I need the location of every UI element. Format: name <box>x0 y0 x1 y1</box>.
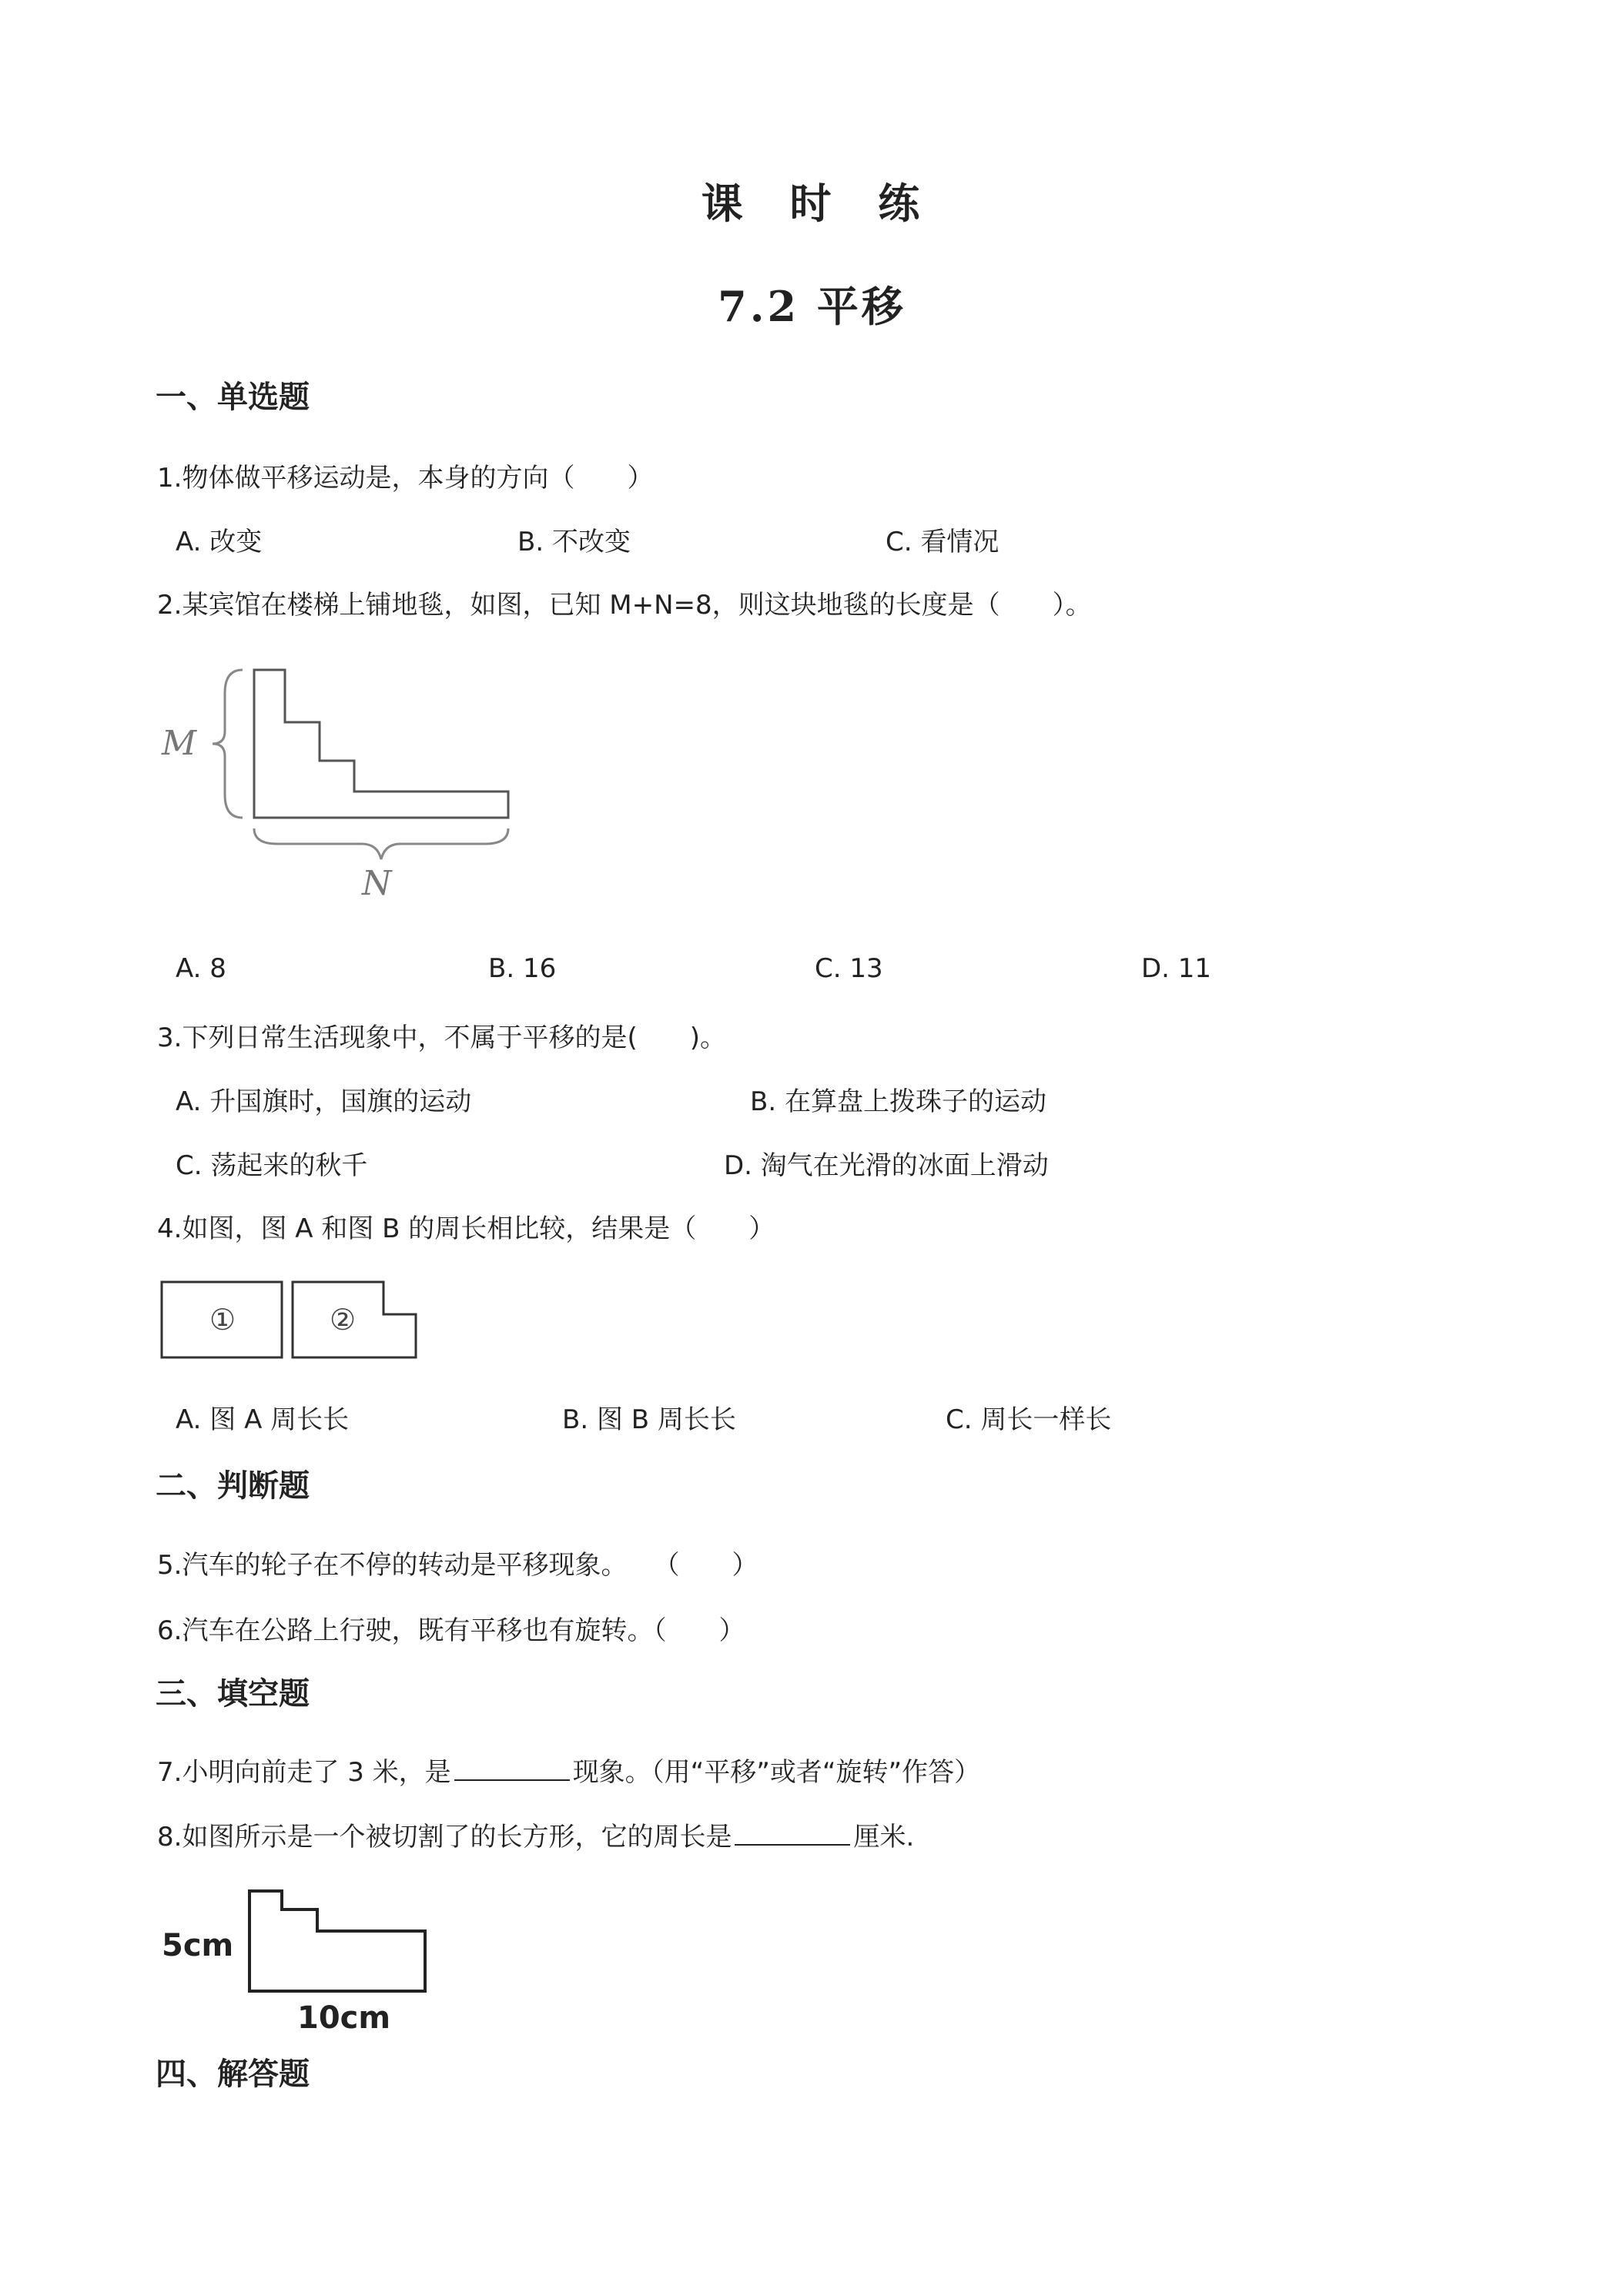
q1-option-b: B. 不改变 <box>517 527 631 557</box>
q1-option-a: A. 改变 <box>176 527 263 557</box>
cut-rectangle-shape <box>249 1891 425 1991</box>
section-heading-single-choice: 一、单选题 <box>156 380 310 415</box>
q2-option-d: D. 11 <box>1141 953 1212 984</box>
q7-text-after: 现象。（用“平移”或者“旋转”作答） <box>572 1757 981 1788</box>
n-brace <box>254 828 508 859</box>
q7-answer-blank[interactable] <box>454 1753 570 1781</box>
page-subtitle: 7.2 平移 <box>718 282 906 331</box>
question-3: 3.下列日常生活现象中，不属于平移的是( )。 <box>157 1022 726 1053</box>
q3-option-a: A. 升国旗时，国旗的运动 <box>176 1086 472 1117</box>
question-8 <box>157 1816 914 1853</box>
q4-option-c: C. 周长一样长 <box>946 1404 1112 1435</box>
label-n: N <box>362 864 392 903</box>
q3-option-c: C. 荡起来的秋千 <box>176 1150 368 1181</box>
width-label: 10cm <box>297 2000 391 2036</box>
section-heading-true-false: 二、判断题 <box>156 1468 310 1504</box>
question-7 <box>157 1751 980 1789</box>
perimeter-compare-figure <box>154 1274 431 1367</box>
question-4: 4.如图，图 A 和图 B 的周长相比较，结果是（ ） <box>157 1213 775 1244</box>
question-1: 1.物体做平移运动是，本身的方向（ ） <box>157 463 654 494</box>
figure-b-label: ② <box>330 1303 357 1337</box>
question-6: 6.汽车在公路上行驶，既有平移也有旋转。（ ） <box>157 1615 745 1646</box>
stair-carpet-shape <box>254 670 508 818</box>
label-m: M <box>162 724 197 763</box>
question-5: 5.汽车的轮子在不停的转动是平移现象。 （ ） <box>157 1550 758 1581</box>
q8-text-before: 8.如图所示是一个被切割了的长方形，它的周长是 <box>157 1822 732 1853</box>
q1-option-c: C. 看情况 <box>886 527 1000 557</box>
figure-a-label: ① <box>209 1303 236 1337</box>
section-heading-fill-blank: 三、填空题 <box>156 1676 310 1712</box>
q3-option-b: B. 在算盘上拨珠子的运动 <box>750 1086 1046 1117</box>
stair-carpet-figure <box>154 654 524 916</box>
height-label: 5cm <box>162 1928 234 1963</box>
q2-option-c: C. 13 <box>815 953 883 984</box>
q3-option-d: D. 淘气在光滑的冰面上滑动 <box>724 1150 1049 1181</box>
page-title: 课 时 练 <box>701 179 923 228</box>
q2-option-a: A. 8 <box>176 953 226 984</box>
q8-text-after: 厘米. <box>853 1822 915 1853</box>
section-heading-answer: 四、解答题 <box>156 2057 310 2092</box>
m-brace <box>213 670 243 818</box>
q2-option-b: B. 16 <box>488 953 557 984</box>
q7-text-before: 7.小明向前走了 3 米，是 <box>157 1757 451 1788</box>
question-2: 2.某宾馆在楼梯上铺地毯，如图，已知 M+N=8，则这块地毯的长度是（ ）。 <box>157 590 1092 621</box>
q4-option-a: A. 图 A 周长长 <box>176 1404 350 1435</box>
q8-answer-blank[interactable] <box>735 1818 850 1846</box>
cut-rectangle-figure <box>154 1877 477 2039</box>
q4-option-b: B. 图 B 周长长 <box>562 1404 736 1435</box>
